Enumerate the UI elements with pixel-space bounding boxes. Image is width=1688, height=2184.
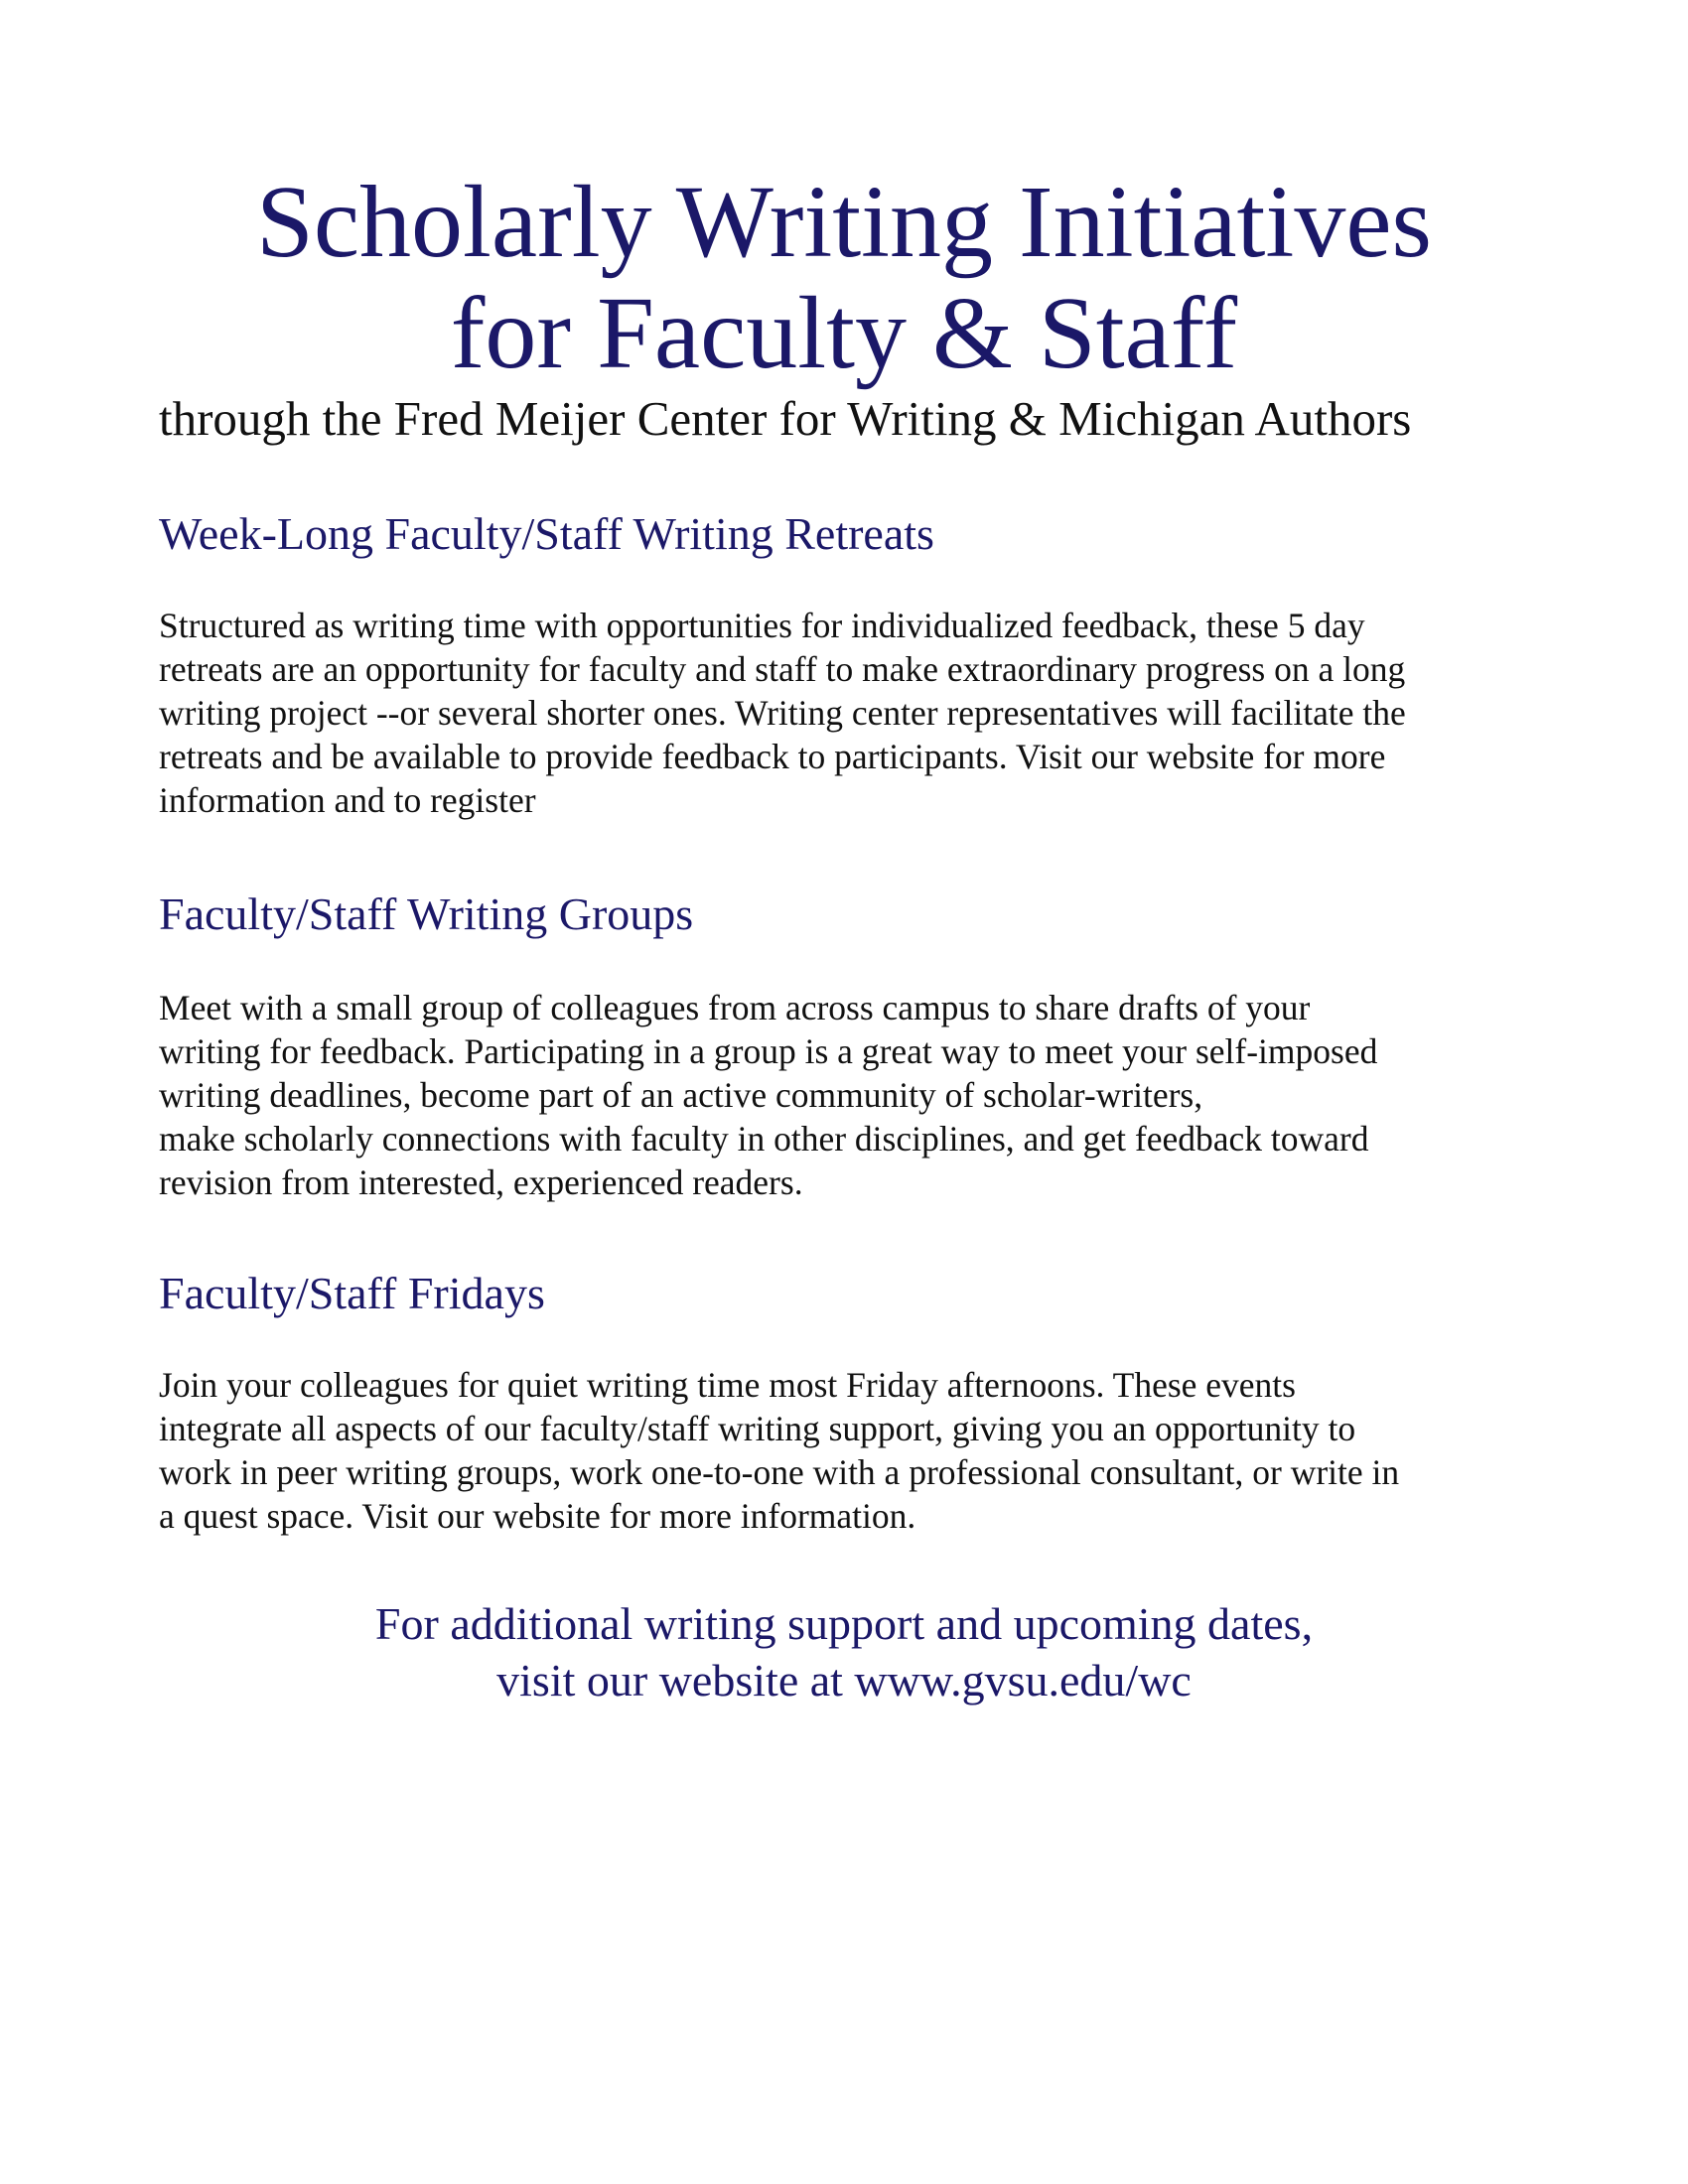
- title-line-1: Scholarly Writing Initiatives: [256, 165, 1432, 279]
- body-line: information and to register: [159, 780, 536, 820]
- body-line: writing project --or several shorter ones. Writing center representatives will facilitate the: [159, 693, 1406, 733]
- body-line: retreats and be available to provide feedback to participants. Visit our website for more: [159, 737, 1386, 776]
- page-subtitle: through the Fred Meijer Center for Writing & Michigan Authors: [159, 391, 1412, 446]
- body-line: writing deadlines, become part of an active community of scholar-writers,: [159, 1075, 1203, 1115]
- body-line: Join your colleagues for quiet writing time most Friday afternoons. These events: [159, 1365, 1296, 1405]
- body-line: Structured as writing time with opportunities for individualized feedback, these 5 day: [159, 606, 1365, 645]
- body-line: a quest space. Visit our website for more information.: [159, 1496, 916, 1536]
- body-line: make scholarly connections with faculty in other disciplines, and get feedback toward: [159, 1119, 1369, 1159]
- page-title: [0, 167, 1688, 389]
- closing-line-1: For additional writing support and upcoming dates,: [374, 1598, 1314, 1649]
- section-body-fridays: [159, 1363, 1549, 1538]
- section-heading-writing-retreats: Week-Long Faculty/Staff Writing Retreats: [159, 508, 934, 559]
- section-body-writing-groups: [159, 986, 1549, 1204]
- title-line-2: for Faculty & Staff: [450, 276, 1238, 390]
- body-line: Meet with a small group of colleagues from across campus to share drafts of your: [159, 988, 1311, 1027]
- section-heading-writing-groups: Faculty/Staff Writing Groups: [159, 888, 694, 939]
- closing-note: [0, 1595, 1688, 1708]
- body-line: revision from interested, experienced readers.: [159, 1162, 803, 1202]
- body-line: work in peer writing groups, work one-to-one with a professional consultant, or write in: [159, 1452, 1400, 1492]
- body-line: integrate all aspects of our faculty/staff writing support, giving you an opportunity to: [159, 1409, 1356, 1448]
- closing-line-2-website: visit our website at www.gvsu.edu/wc: [496, 1655, 1192, 1706]
- section-heading-fridays: Faculty/Staff Fridays: [159, 1268, 545, 1318]
- body-line: retreats are an opportunity for faculty and staff to make extraordinary progress on a long: [159, 649, 1406, 689]
- body-line: writing for feedback. Participating in a group is a great way to meet your self-imposed: [159, 1031, 1378, 1071]
- section-body-writing-retreats: [159, 604, 1549, 822]
